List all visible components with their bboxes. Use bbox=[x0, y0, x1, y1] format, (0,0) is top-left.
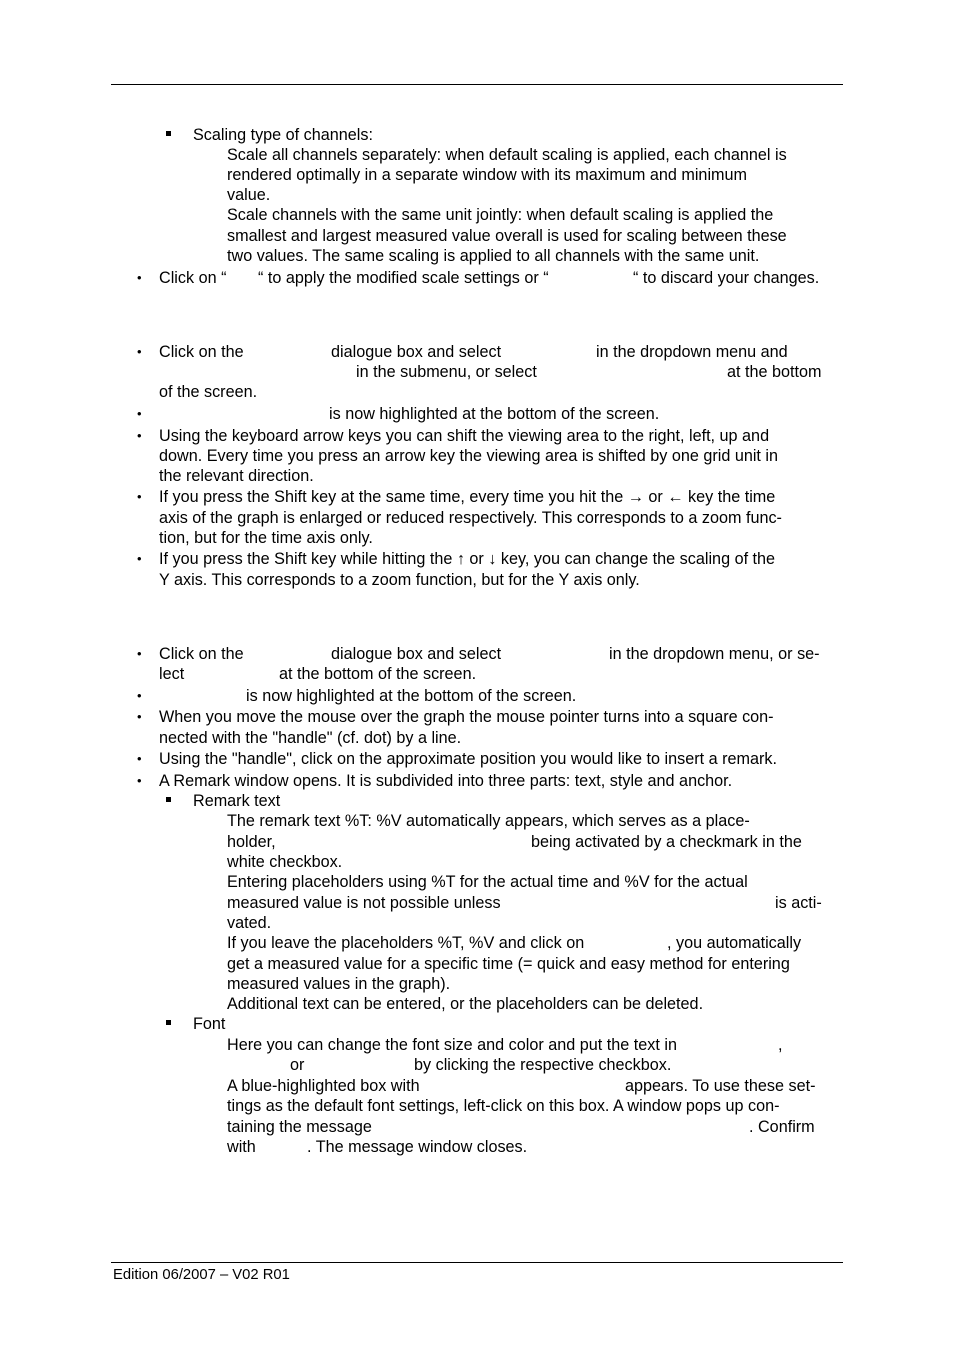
text-line: If you press the Shift key at the same time, every time you hit the → or ← key the time bbox=[159, 488, 776, 506]
square-bullet-icon bbox=[166, 131, 171, 136]
bullet-icon: • bbox=[137, 551, 142, 566]
page-footer: Edition 06/2007 – V02 R01 bbox=[113, 1267, 290, 1283]
text-line: Remark text bbox=[193, 792, 281, 810]
bullet-icon: • bbox=[137, 489, 142, 504]
text-line: . The message window closes. bbox=[307, 1138, 528, 1156]
text-line: Scale channels with the same unit jointly: when default scaling is applied the bbox=[227, 206, 774, 224]
text-line: Entering placeholders using %T for the actual time and %V for the actual bbox=[227, 873, 748, 891]
text-line: is now highlighted at the bottom of the screen. bbox=[246, 687, 577, 705]
text-line: is acti- bbox=[775, 894, 822, 912]
text-line: tion, but for the time axis only. bbox=[159, 529, 373, 547]
text-line: with bbox=[227, 1138, 256, 1156]
text-line: is now highlighted at the bottom of the screen. bbox=[329, 405, 660, 423]
text-line: . Confirm bbox=[749, 1118, 815, 1136]
text-line: A blue-highlighted box with bbox=[227, 1077, 420, 1095]
footer-rule bbox=[111, 1262, 843, 1263]
bullet-icon: • bbox=[137, 406, 142, 421]
header-rule bbox=[111, 84, 843, 85]
bullet-icon: • bbox=[137, 709, 142, 724]
bullet-icon: • bbox=[137, 344, 142, 359]
text-line: If you press the Shift key while hitting the ↑ or ↓ key, you can change the scaling of the bbox=[159, 550, 776, 568]
text-line: dialogue box and select bbox=[331, 343, 502, 361]
text-line: being activated by a checkmark in the bbox=[531, 833, 802, 851]
text-line: When you move the mouse over the graph the mouse pointer turns into a square con- bbox=[159, 708, 774, 726]
bullet-icon: • bbox=[137, 751, 142, 766]
text-line: or bbox=[290, 1056, 305, 1074]
bullet-icon: • bbox=[137, 428, 142, 443]
text-line: appears. To use these set- bbox=[625, 1077, 816, 1095]
text-line: nected with the "handle" (cf. dot) by a line. bbox=[159, 729, 462, 747]
text-line: value. bbox=[227, 186, 271, 204]
text-line: axis of the graph is enlarged or reduced respectively. This corresponds to a zoom func- bbox=[159, 509, 782, 527]
text-line: holder, bbox=[227, 833, 276, 851]
text-line: taining the message bbox=[227, 1118, 372, 1136]
text-line: dialogue box and select bbox=[331, 645, 502, 663]
text-line: white checkbox. bbox=[227, 853, 343, 871]
square-bullet-icon bbox=[166, 1020, 171, 1025]
text-line: A Remark window opens. It is subdivided into three parts: text, style and anchor. bbox=[159, 772, 733, 790]
bullet-icon: • bbox=[137, 688, 142, 703]
text-line: measured values in the graph). bbox=[227, 975, 451, 993]
bullet-icon: • bbox=[137, 773, 142, 788]
text-line: , bbox=[778, 1036, 783, 1054]
text-line: Click on the bbox=[159, 343, 244, 361]
square-bullet-icon bbox=[166, 797, 171, 802]
text-line: The remark text %T: %V automatically appears, which serves as a place- bbox=[227, 812, 750, 830]
text-line: measured value is not possible unless bbox=[227, 894, 501, 912]
bullet-icon: • bbox=[137, 270, 142, 285]
text-line: Y axis. This corresponds to a zoom function, but for the Y axis only. bbox=[159, 571, 640, 589]
text-line: Here you can change the font size and color and put the text in bbox=[227, 1036, 677, 1054]
text-line: “ to apply the modified scale settings or “ bbox=[258, 269, 549, 287]
text-line: If you leave the placeholders %T, %V and click on bbox=[227, 934, 585, 952]
text-line: Additional text can be entered, or the placeholders can be deleted. bbox=[227, 995, 704, 1013]
text-line: “ to discard your changes. bbox=[633, 269, 820, 287]
text-line: in the dropdown menu, or se- bbox=[609, 645, 820, 663]
text-line: Scale all channels separately: when default scaling is applied, each channel is bbox=[227, 146, 787, 164]
text-line: Click on “ bbox=[159, 269, 227, 287]
text-line: tings as the default font settings, left-click on this box. A window pops up con- bbox=[227, 1097, 780, 1115]
text-line: Using the keyboard arrow keys you can shift the viewing area to the right, left, up and bbox=[159, 427, 770, 445]
text-line: Scaling type of channels: bbox=[193, 126, 373, 144]
text-line: of the screen. bbox=[159, 383, 258, 401]
text-line: smallest and largest measured value overall is used for scaling between these bbox=[227, 227, 787, 245]
text-line: , you automatically bbox=[667, 934, 802, 952]
text-line: down. Every time you press an arrow key the viewing area is shifted by one grid unit in bbox=[159, 447, 779, 465]
text-line: Using the "handle", click on the approximate position you would like to insert a remark. bbox=[159, 750, 777, 768]
text-line: vated. bbox=[227, 914, 272, 932]
text-line: Font bbox=[193, 1015, 226, 1033]
text-line: Click on the bbox=[159, 645, 244, 663]
text-line: rendered optimally in a separate window with its maximum and minimum bbox=[227, 166, 748, 184]
text-line: get a measured value for a specific time (= quick and easy method for entering bbox=[227, 955, 790, 973]
text-line: two values. The same scaling is applied to all channels with the same unit. bbox=[227, 247, 760, 265]
text-line: in the submenu, or select bbox=[356, 363, 537, 381]
bullet-icon: • bbox=[137, 646, 142, 661]
text-line: in the dropdown menu and bbox=[596, 343, 788, 361]
text-line: the relevant direction. bbox=[159, 467, 314, 485]
text-line: lect bbox=[159, 665, 185, 683]
text-line: by clicking the respective checkbox. bbox=[414, 1056, 672, 1074]
text-line: at the bottom bbox=[727, 363, 822, 381]
text-line: at the bottom of the screen. bbox=[279, 665, 477, 683]
